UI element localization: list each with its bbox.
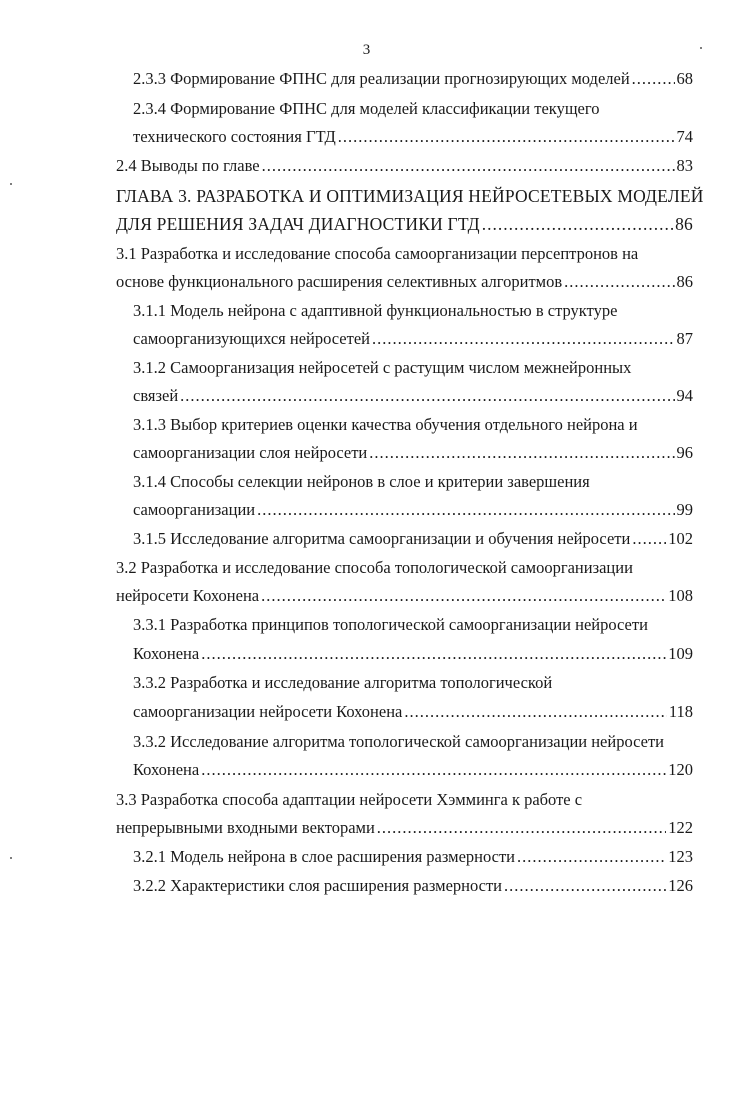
toc-entry-title: 3.1.5 Исследование алгоритма самоорганизации и обучения нейросети — [133, 529, 631, 548]
toc-entry-page: 96 — [676, 443, 693, 462]
leader-dots — [201, 759, 666, 781]
toc-entry-title: 3.3.1 Разработка принципов топологической самоорганизации нейросети — [133, 615, 648, 634]
leader-dots — [261, 585, 666, 607]
toc-entry-title: непрерывными входными векторами — [116, 818, 375, 837]
toc-entry-title: 3.1.1 Модель нейрона с адаптивной функциональностью в структуре — [133, 301, 618, 320]
toc-entry — [133, 442, 693, 464]
toc-entry — [133, 414, 638, 436]
toc-entry — [116, 817, 693, 839]
toc-entry-title: ДЛЯ РЕШЕНИЯ ЗАДАЧ ДИАГНОСТИКИ ГТД — [116, 214, 480, 234]
toc-chapter-heading — [116, 185, 704, 207]
toc-entry-title: ГЛАВА 3. РАЗРАБОТКА И ОПТИМИЗАЦИЯ НЕЙРОСЕТЕВЫХ МОДЕЛЕЙ — [116, 186, 704, 206]
toc-entry-title: самоорганизующихся нейросетей — [133, 329, 370, 348]
leader-dots — [404, 701, 667, 723]
toc-entry-page: 68 — [676, 69, 693, 88]
toc-entry — [133, 701, 693, 723]
toc-entry — [133, 672, 552, 694]
toc-entry — [116, 271, 693, 293]
toc-entry-title: 3.2.2 Характеристики слоя расширения размерности — [133, 876, 503, 895]
leader-dots — [257, 499, 674, 521]
leader-dots — [369, 442, 674, 464]
toc-entry — [133, 528, 693, 550]
toc-entry — [116, 585, 693, 607]
toc-entry-title: связей — [133, 386, 179, 405]
leader-dots — [632, 528, 666, 550]
leader-dots — [504, 875, 666, 897]
leader-dots — [564, 271, 674, 293]
toc-entry-page: 109 — [668, 644, 693, 663]
toc-entry-page: 94 — [676, 386, 693, 405]
toc-entry-title: 2.3.4 Формирование ФПНС для моделей классификации текущего — [133, 99, 600, 118]
toc-entry-page: 120 — [668, 760, 693, 779]
leader-dots — [632, 68, 675, 90]
toc-entry-title: 3.1 Разработка и исследование способа самоорганизации персептронов на — [116, 244, 639, 263]
toc-entry-page: 86 — [676, 272, 693, 291]
toc-entry — [133, 846, 693, 868]
toc-entry-page: 122 — [668, 818, 693, 837]
toc-entry — [116, 557, 633, 579]
toc-entry-title: 3.1.4 Способы селекции нейронов в слое и критерии завершения — [133, 472, 590, 491]
toc-entry-title: самоорганизации слоя нейросети — [133, 443, 368, 462]
toc-entry — [116, 789, 582, 811]
leader-dots — [180, 385, 674, 407]
toc-entry-page: 123 — [668, 847, 693, 866]
toc-entry-title: 3.3 Разработка способа адаптации нейросети Хэмминга к работе с — [116, 790, 583, 809]
toc-entry — [133, 357, 631, 379]
toc-entry — [133, 328, 693, 350]
toc-entry — [133, 98, 599, 120]
toc-entry-page: 118 — [668, 702, 693, 721]
toc-entry-title: Кохонена — [133, 760, 200, 779]
scan-speck — [10, 857, 12, 859]
toc-entry — [133, 471, 590, 493]
leader-dots — [517, 846, 666, 868]
toc-entry-title: 2.4 Выводы по главе — [116, 156, 260, 175]
toc-entry-title: 3.3.2 Разработка и исследование алгоритма топологической — [133, 673, 553, 692]
toc-entry — [133, 68, 693, 90]
page-number: 3 — [362, 42, 371, 58]
toc-entry-page: 126 — [668, 876, 693, 895]
toc-entry — [133, 643, 693, 665]
toc-entry-page: 86 — [675, 214, 693, 234]
toc-entry-title: 3.1.3 Выбор критериев оценки качества обучения отдельного нейрона и — [133, 415, 638, 434]
toc-entry — [116, 155, 693, 177]
leader-dots — [262, 155, 675, 177]
toc-entry — [133, 126, 693, 148]
leader-dots — [377, 817, 666, 839]
toc-entry-title: самоорганизации нейросети Кохонена — [133, 702, 403, 721]
scan-speck — [700, 47, 702, 49]
toc-entry-page: 83 — [676, 156, 693, 175]
toc-entry-title: нейросети Кохонена — [116, 586, 260, 605]
scan-speck — [10, 183, 12, 185]
toc-entry — [133, 499, 693, 521]
toc-entry-title: 3.3.2 Исследование алгоритма топологической самоорганизации нейросети — [133, 732, 665, 751]
leader-dots — [338, 126, 675, 148]
toc-entry — [133, 614, 648, 636]
toc-entry-page: 108 — [668, 586, 693, 605]
toc-entry — [116, 243, 638, 265]
toc-entry — [133, 875, 693, 897]
leader-dots — [482, 213, 673, 235]
toc-entry-page: 102 — [668, 529, 693, 548]
toc-entry-page: 74 — [676, 127, 693, 146]
toc-entry — [133, 759, 693, 781]
toc-entry-title: 2.3.3 Формирование ФПНС для реализации прогнозирующих моделей — [133, 69, 630, 88]
toc-entry — [133, 385, 693, 407]
toc-entry — [133, 300, 617, 322]
toc-entry-title: основе функционального расширения селективных алгоритмов — [116, 272, 563, 291]
toc-entry-title: технического состояния ГТД — [133, 127, 336, 146]
toc-entry-title: 3.1.2 Самоорганизация нейросетей с растущим числом межнейронных — [133, 358, 632, 377]
toc-entry — [133, 731, 664, 753]
toc-entry-page: 87 — [676, 329, 693, 348]
leader-dots — [201, 643, 666, 665]
toc-entry-title: 3.2 Разработка и исследование способа топологической самоорганизации — [116, 558, 633, 577]
toc-chapter-heading — [116, 213, 693, 235]
toc-entry-title: Кохонена — [133, 644, 200, 663]
toc-entry-title: самоорганизации — [133, 500, 256, 519]
toc-entry-title: 3.2.1 Модель нейрона в слое расширения размерности — [133, 847, 516, 866]
leader-dots — [372, 328, 675, 350]
toc-entry-page: 99 — [676, 500, 693, 519]
